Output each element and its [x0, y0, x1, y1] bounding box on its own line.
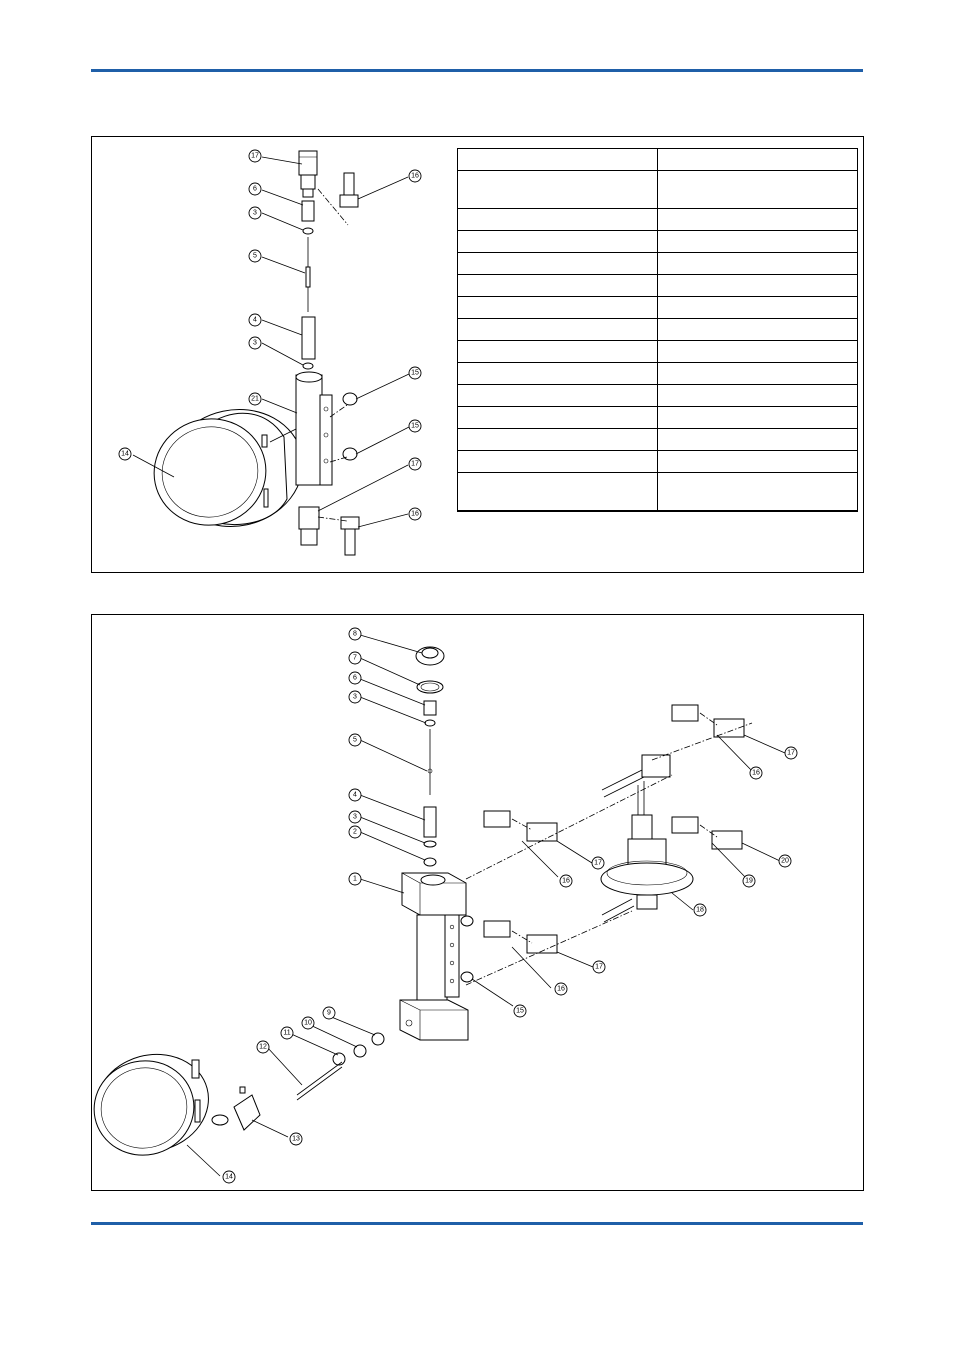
- table-cell: [658, 451, 858, 473]
- header-rule: [91, 69, 863, 72]
- callout-17: 17: [595, 963, 603, 971]
- callout-15: 15: [516, 1007, 524, 1015]
- table-row: [458, 341, 858, 363]
- callout-12: 12: [259, 1043, 267, 1051]
- callout-7: 7: [353, 654, 357, 662]
- table-row: [458, 473, 858, 512]
- table-cell: [458, 407, 658, 429]
- table-cell: [458, 209, 658, 231]
- callout-13: 13: [292, 1135, 300, 1143]
- table-cell: [658, 363, 858, 385]
- callout-17: 17: [594, 859, 602, 867]
- table-cell: [658, 149, 858, 171]
- callout-17: 17: [787, 749, 795, 757]
- footer-rule: [91, 1222, 863, 1225]
- figure-2-frame: [91, 614, 864, 1191]
- table-row: [458, 171, 858, 209]
- callout-4: 4: [253, 316, 257, 324]
- table-cell: [658, 385, 858, 407]
- table-cell: [458, 275, 658, 297]
- callout-15: 15: [411, 422, 419, 430]
- callout-10: 10: [304, 1019, 312, 1027]
- callout-15: 15: [411, 369, 419, 377]
- callout-9: 9: [327, 1009, 331, 1017]
- callout-8: 8: [353, 630, 357, 638]
- table-cell: [458, 363, 658, 385]
- table-cell: [458, 341, 658, 363]
- table-row: [458, 297, 858, 319]
- callout-16: 16: [562, 877, 570, 885]
- table-cell: [658, 231, 858, 253]
- callout-20: 20: [781, 857, 789, 865]
- table-cell: [658, 275, 858, 297]
- table-cell: [458, 149, 658, 171]
- table-cell: [658, 473, 858, 512]
- table-cell: [658, 407, 858, 429]
- table-cell: [458, 385, 658, 407]
- callout-19: 19: [745, 877, 753, 885]
- callout-3: 3: [353, 693, 357, 701]
- parts-list-table: [457, 148, 858, 512]
- callout-16: 16: [752, 769, 760, 777]
- table-cell: [458, 253, 658, 275]
- table-cell: [458, 297, 658, 319]
- callout-5: 5: [253, 252, 257, 260]
- table-row: [458, 209, 858, 231]
- callout-3: 3: [253, 339, 257, 347]
- callout-1: 1: [353, 875, 357, 883]
- callout-6: 6: [353, 674, 357, 682]
- table-row: [458, 149, 858, 171]
- table-row: [458, 451, 858, 473]
- table-cell: [658, 341, 858, 363]
- table-cell: [458, 473, 658, 512]
- callout-5: 5: [353, 736, 357, 744]
- callout-3: 3: [253, 209, 257, 217]
- callout-18: 18: [696, 906, 704, 914]
- table-cell: [658, 253, 858, 275]
- callout-16: 16: [411, 172, 419, 180]
- callout-4: 4: [353, 791, 357, 799]
- callout-17: 17: [411, 460, 419, 468]
- table-cell: [658, 429, 858, 451]
- callout-16: 16: [411, 510, 419, 518]
- callout-11: 11: [283, 1029, 291, 1037]
- table-row: [458, 319, 858, 341]
- table-cell: [458, 319, 658, 341]
- callout-14: 14: [121, 450, 129, 458]
- callout-2: 2: [353, 828, 357, 836]
- table-row: [458, 231, 858, 253]
- table-cell: [658, 297, 858, 319]
- table-row: [458, 275, 858, 297]
- table-row: [458, 407, 858, 429]
- table-cell: [458, 451, 658, 473]
- table-cell: [658, 171, 858, 209]
- table-cell: [458, 171, 658, 209]
- table-row: [458, 385, 858, 407]
- table-cell: [458, 429, 658, 451]
- callout-3: 3: [353, 813, 357, 821]
- callout-14: 14: [225, 1173, 233, 1181]
- table-cell: [458, 231, 658, 253]
- table-row: [458, 363, 858, 385]
- table-row: [458, 429, 858, 451]
- callout-6: 6: [253, 185, 257, 193]
- callout-16: 16: [557, 985, 565, 993]
- table-row: [458, 253, 858, 275]
- table-cell: [658, 209, 858, 231]
- callout-21: 21: [251, 395, 259, 403]
- figure-2-callouts: [92, 615, 865, 1192]
- table-cell: [658, 319, 858, 341]
- callout-17: 17: [251, 152, 259, 160]
